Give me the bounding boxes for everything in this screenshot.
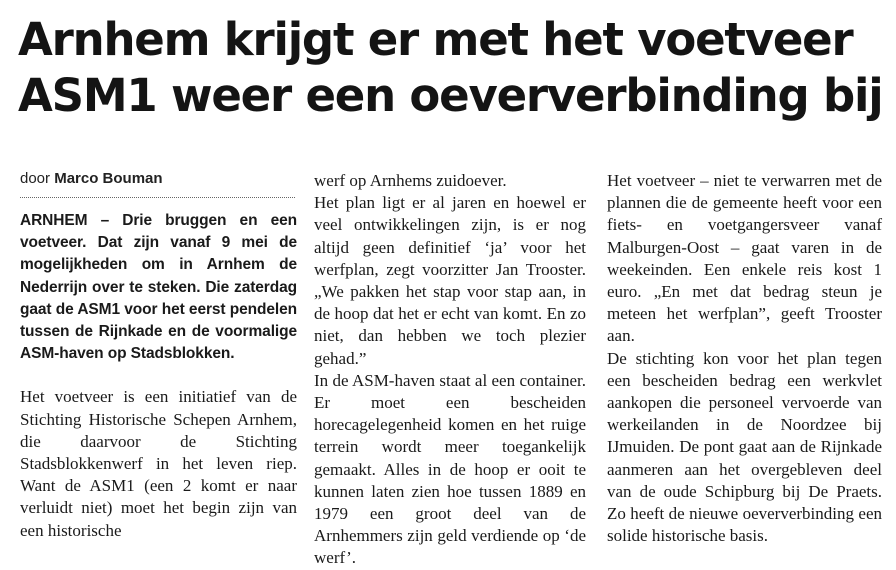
byline-divider bbox=[20, 197, 295, 198]
article-column-1 bbox=[20, 210, 297, 542]
column-2-paragraph-2: Het plan ligt er al jaren en hoewel er veel ontwikkelingen zijn, is er nog altijd geen definitief ‘ja’ voor het werfplan, zegt voorzitter Jan Trooster. „We pakken het stap voor stap aan, in de hoop dat het er echt van komt. En zo niet, dan hebben we toch plezier gehad.” bbox=[314, 193, 586, 368]
article-column-3 bbox=[607, 170, 882, 547]
headline-line-2: ASM1 weer een oeververbinding bij bbox=[18, 69, 883, 122]
byline-author: Marco Bouman bbox=[54, 170, 163, 187]
lead-paragraph bbox=[20, 210, 297, 365]
headline-line-1: Arnhem krijgt er met het voetveer bbox=[18, 13, 853, 66]
article-column-2 bbox=[314, 170, 586, 570]
column-2-paragraph-1: werf op Arnhems zuidoever. bbox=[314, 171, 507, 190]
byline bbox=[20, 170, 163, 187]
headline bbox=[18, 12, 888, 124]
column-3-paragraph-1: Het voetveer – niet te verwarren met de plannen die de gemeente heeft voor een fiets- en voetgangersveer vanaf Malburgen-Oost – gaat varen in de weekeinden. Een enkele reis kost 1 euro. „En met dat bedrag steun je meteen het werfplan”, geeft Trooster aan. bbox=[607, 171, 882, 346]
column-2-paragraph-3: In de ASM-haven staat al een container. Er moet een bescheiden horecagelegenheid komen en het ruige terrein wordt meer toegankelijk gemaakt. Alles in de hoop er ooit te kunnen laten zien hoe tussen 1889 en 1979 een groot deel van de Arnhemmers zijn geld verdiende op ‘de werf’. bbox=[314, 370, 586, 568]
column-3-paragraph-2: De stichting kon voor het plan tegen een bescheiden bedrag een werkvlet aankopen die personeel vervoerde van werkeilanden in de Noordzee bij IJmuiden. De pont gaat aan de Rijnkade aanmeren aan het overgebleven deel van de oude Schipburg bij De Praets. Zo heeft de nieuwe oeververbinding een solide historische basis. bbox=[607, 348, 882, 546]
lead-dateline: ARNHEM – bbox=[20, 212, 123, 229]
lead-text: Drie bruggen en een voetveer. Dat zijn vanaf 9 mei de mogelijkheden om in Arnhem de Nederrijn over te steken. Die zaterdag gaat de ASM1 voor het eerst pendelen tussen de Rijnkade en de voormalige ASM-haven op Stadsblokken. bbox=[20, 212, 297, 363]
byline-prefix: door bbox=[20, 170, 55, 187]
column-1-body: Het voetveer is een initiatief van de Stichting Historische Schepen Arnhem, die daarvoor de Stichting Stadsblokkenwerf in het leven riep. Want de ASM1 (een 2 komt er naar verluidt niet) moet het begin zijn van een historische bbox=[20, 387, 297, 540]
